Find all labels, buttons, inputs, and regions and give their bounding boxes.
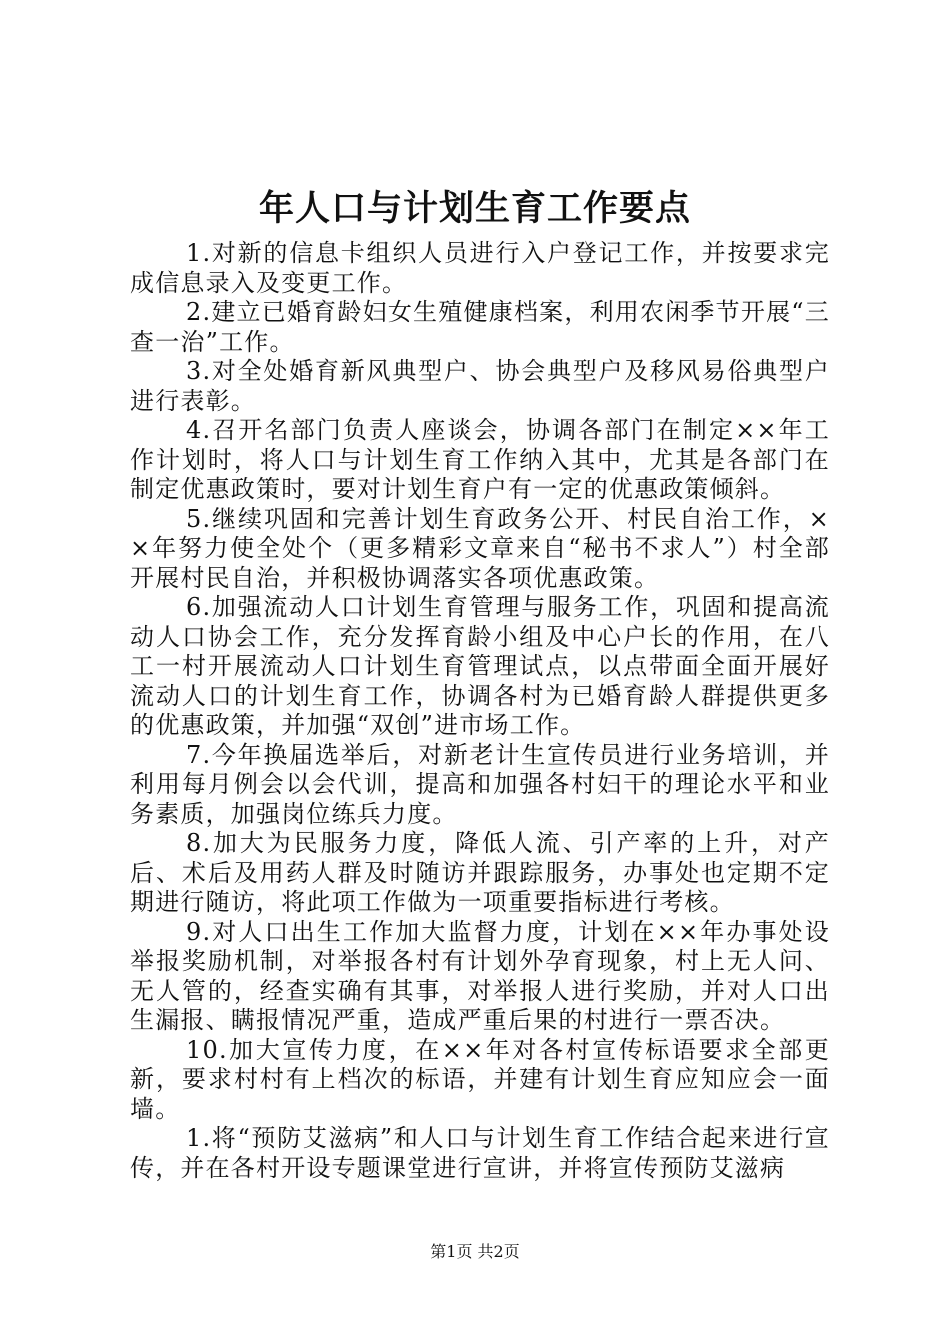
paragraph-8: 8.加大为民服务力度，降低人流、引产率的上升，对产后、术后及用药人群及时随访并跟踪服务，办事处也定期不定期进行随访，将此项工作做为一项重要指标进行考核。 bbox=[130, 829, 830, 916]
paragraph-11: 1.将“预防艾滋病”和人口与计划生育工作结合起来进行宣传，并在各村开设专题课堂进行宣讲，并将宣传预防艾滋病 bbox=[130, 1124, 830, 1182]
paragraph-6: 6.加强流动人口计划生育管理与服务工作，巩固和提高流动人口协会工作，充分发挥育龄小组及中心户长的作用，在八工一村开展流动人口计划生育管理试点，以点带面全面开展好流动人口的计划生育工作，协调各村为已婚育龄人群提供更多的优惠政策，并加强“双创”进市场工作。 bbox=[130, 593, 830, 739]
document-title: 年人口与计划生育工作要点 bbox=[258, 188, 691, 229]
paragraph-4: 4.召开名部门负责人座谈会，协调各部门在制定××年工作计划时，将人口与计划生育工作纳入其中，尤其是各部门在制定优惠政策时，要对计划生育户有一定的优惠政策倾斜。 bbox=[130, 416, 830, 503]
paragraph-3: 3.对全处婚育新风典型户、协会典型户及移风易俗典型户进行表彰。 bbox=[130, 357, 830, 415]
paragraph-2: 2.建立已婚育龄妇女生殖健康档案，利用农闲季节开展“三查一治”工作。 bbox=[130, 298, 830, 356]
document-body bbox=[130, 239, 830, 1183]
paragraph-5: 5.继续巩固和完善计划生育政务公开、村民自治工作，××年努力使全处个（更多精彩文章来自“秘书不求人”）村全部开展村民自治，并积极协调落实各项优惠政策。 bbox=[130, 504, 830, 592]
paragraph-10: 10.加大宣传力度，在××年对各村宣传标语要求全部更新，要求村村有上档次的标语，并建有计划生育应知应会一面墙。 bbox=[130, 1035, 830, 1123]
paragraph-9: 9.对人口出生工作加大监督力度，计划在××年办事处设举报奖励机制，对举报各村有计划外孕育现象，村上无人问、无人管的，经查实确有其事，对举报人进行奖励，并对人口出生漏报、瞒报情况严重，造成严重后果的村进行一票否决。 bbox=[130, 917, 830, 1034]
paragraph-7: 7.今年换届选举后，对新老计生宣传员进行业务培训，并利用每月例会以会代训，提高和加强各村妇干的理论水平和业务素质，加强岗位练兵力度。 bbox=[130, 740, 830, 828]
paragraph-1: 1.对新的信息卡组织人员进行入户登记工作，并按要求完成信息录入及变更工作。 bbox=[130, 239, 830, 297]
page-footer: 第1页 共2页 bbox=[430, 1242, 520, 1261]
